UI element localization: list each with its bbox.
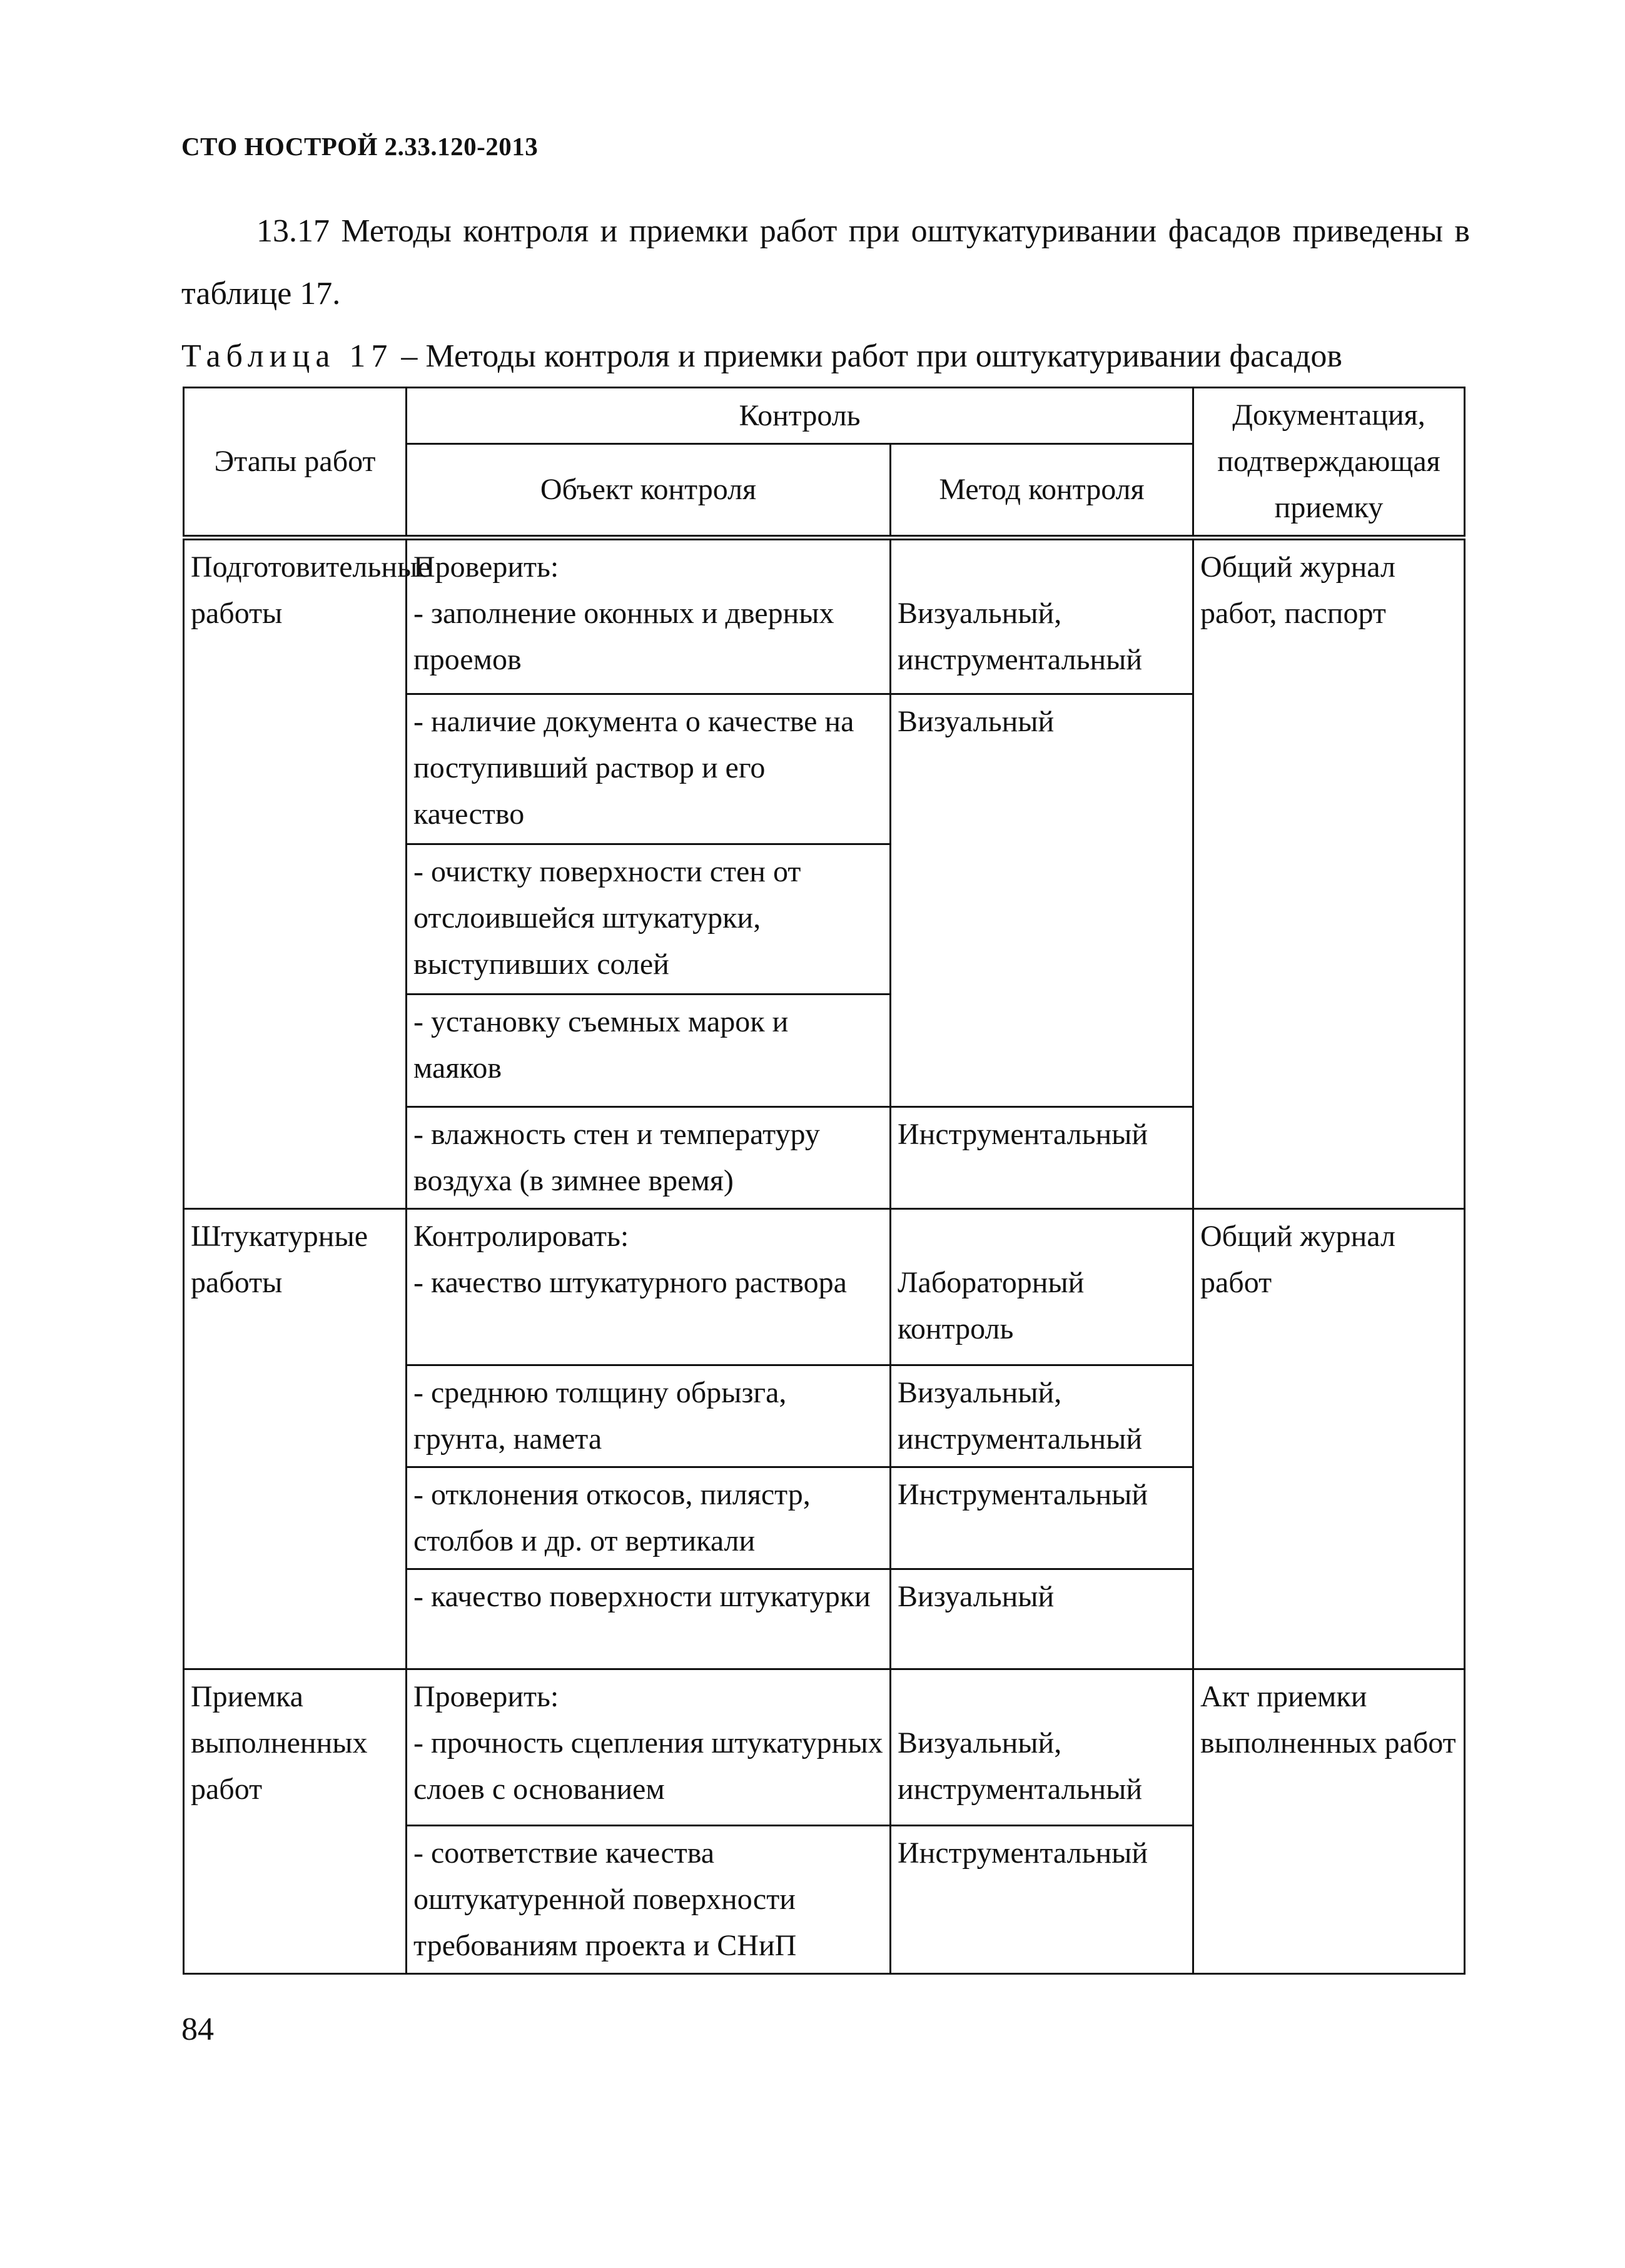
control-methods-table xyxy=(183,387,1466,1975)
stage-cell: Штукатурные работы xyxy=(184,1209,407,1669)
documentation-cell: Общий журнал работ, паспорт xyxy=(1193,538,1465,1209)
stage-cell: Приемка выполненных работ xyxy=(184,1669,407,1974)
table-caption-label: Таблица 17 xyxy=(181,338,393,374)
header-method: Метод контроля xyxy=(891,444,1193,538)
header-object: Объект контроля xyxy=(407,444,891,538)
object-cell: - очистку поверхности стен от отслоившейся штукатурки, выступивших солей xyxy=(407,844,891,995)
header-stages: Этапы работ xyxy=(184,388,407,538)
page-number: 84 xyxy=(181,2012,214,2047)
method-cell: Визуальный xyxy=(891,694,1193,1107)
table-caption xyxy=(181,325,1470,388)
intro-paragraph-text: 13.17 Методы контроля и приемки работ при оштукатуривании фасадов приведены в таблице 17. xyxy=(181,213,1470,311)
method-cell: Лабораторный контроль xyxy=(891,1209,1193,1365)
object-cell: - среднюю толщину обрызга, грунта, намета xyxy=(407,1365,891,1467)
table-body xyxy=(184,538,1465,1974)
documentation-cell: Акт приемки выполненных работ xyxy=(1193,1669,1465,1974)
document-code-header: СТО НОСТРОЙ 2.33.120-2013 xyxy=(181,132,539,161)
method-cell: Визуальный, инструментальный xyxy=(891,1669,1193,1826)
header-control: Контроль xyxy=(407,388,1193,444)
method-cell: Визуальный, инструментальный xyxy=(891,1365,1193,1467)
object-cell: - отклонения откосов, пилястр, столбов и др. от вертикали xyxy=(407,1467,891,1569)
method-cell: Визуальный, инструментальный xyxy=(891,538,1193,694)
intro-paragraph xyxy=(181,200,1470,325)
table-row xyxy=(184,1209,1465,1365)
object-cell: - соответствие качества оштукатуренной поверхности требованиям проекта и СНиП xyxy=(407,1826,891,1974)
method-cell: Инструментальный xyxy=(891,1826,1193,1974)
documentation-cell: Общий журнал работ xyxy=(1193,1209,1465,1669)
object-cell: Проверить: - заполнение оконных и дверных проемов xyxy=(407,538,891,694)
object-cell: - влажность стен и температуру воздуха (в зимнее время) xyxy=(407,1107,891,1209)
header-documentation: Документация, подтверждающая приемку xyxy=(1193,388,1465,538)
object-cell: - качество поверхности штукатурки xyxy=(407,1569,891,1669)
table-caption-text: – Методы контроля и приемки работ при оштукатуривании фасадов xyxy=(393,338,1342,374)
method-cell: Инструментальный xyxy=(891,1467,1193,1569)
object-cell: Контролировать: - качество штукатурного раствора xyxy=(407,1209,891,1365)
stage-cell: Подготовительные работы xyxy=(184,538,407,1209)
table-row xyxy=(184,1669,1465,1826)
object-cell: Проверить: - прочность сцепления штукатурных слоев с основанием xyxy=(407,1669,891,1826)
method-cell: Визуальный xyxy=(891,1569,1193,1669)
method-cell: Инструментальный xyxy=(891,1107,1193,1209)
object-cell: - наличие документа о качестве на поступивший раствор и его качество xyxy=(407,694,891,844)
table-row xyxy=(184,538,1465,694)
object-cell: - установку съемных марок и маяков xyxy=(407,995,891,1107)
